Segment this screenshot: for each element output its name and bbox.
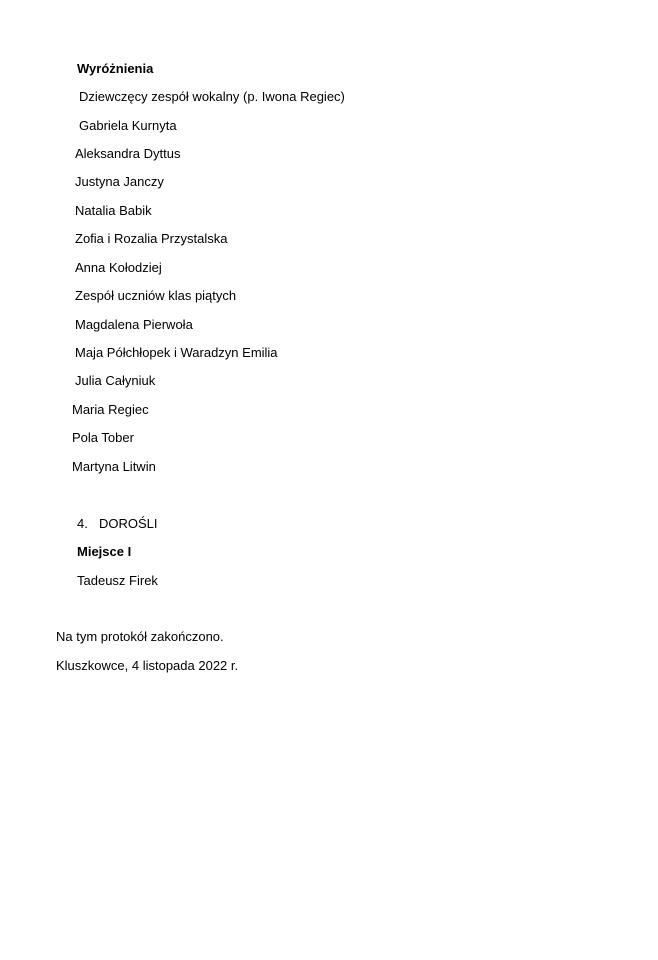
section-4-heading xyxy=(77,516,158,532)
winner-name: Tadeusz Firek xyxy=(77,573,158,588)
list-item: Aleksandra Dyttus xyxy=(75,146,181,161)
closing-text: Na tym protokół zakończono. xyxy=(56,629,224,644)
place-heading: Miejsce I xyxy=(77,544,132,559)
date-line: Kluszkowce, 4 listopada 2022 r. xyxy=(56,658,239,673)
list-item: Dziewczęcy zespół wokalny (p. Iwona Regiec) xyxy=(79,89,345,104)
list-item: Maja Półchłopek i Waradzyn Emilia xyxy=(75,345,278,360)
list-item: Zespół uczniów klas piątych xyxy=(75,288,237,303)
list-item: Anna Kołodziej xyxy=(75,260,162,275)
list-item: Martyna Litwin xyxy=(72,459,156,474)
section-title: DOROŚLI xyxy=(99,516,158,531)
list-item: Pola Tober xyxy=(72,430,134,445)
list-item: Maria Regiec xyxy=(72,402,149,417)
list-item: Natalia Babik xyxy=(75,203,152,218)
list-item: Justyna Janczy xyxy=(75,174,164,189)
wyroznienia-heading: Wyróżnienia xyxy=(77,61,154,76)
list-item: Julia Całyniuk xyxy=(75,373,156,388)
list-item: Zofia i Rozalia Przystalska xyxy=(75,231,228,246)
list-item: Magdalena Pierwoła xyxy=(75,317,193,332)
list-item: Gabriela Kurnyta xyxy=(79,118,177,133)
section-number: 4. xyxy=(77,516,88,531)
